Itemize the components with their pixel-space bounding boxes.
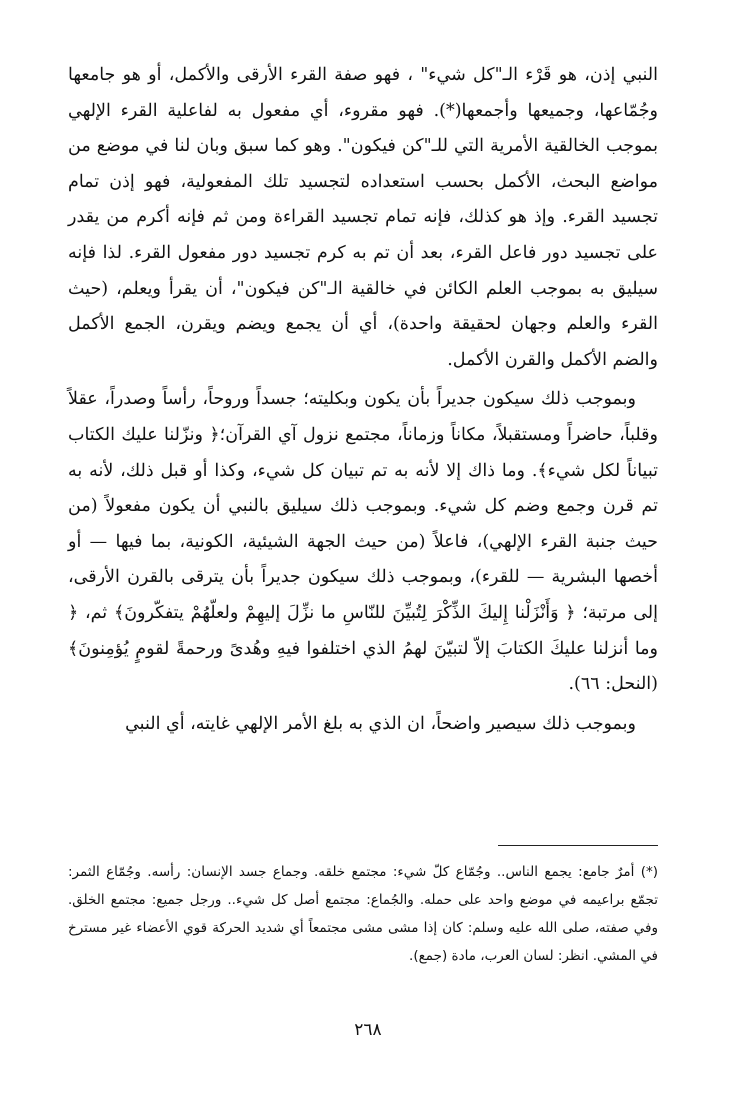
- footnote-text: (*) أمرٌ جامع: يجمع الناس.. وجُمّاع كلّ شيء: مجتمع خلقه. وجماع جسد الإنسان: رأسه. وجُمّاع الثمر: تجمّع براعيمه في موضع واحد على حمله. والجُماع: مجتمع أصل كل شيء.. ورجل جميع: مجتمع الخلق. وفي صفته، صلى الله عليه وسلم: كان إذا مشى مشى مجتمعاً أي شديد الحركة قوي الأعضاء غير مسترخ في المشي. انظر: لسان العرب، مادة (جمع).: [68, 864, 658, 964]
- page-body: [68, 58, 658, 742]
- main-text: [68, 58, 658, 742]
- paragraph-2: وبموجب ذلك سيكون جديراً بأن يكون وبكليته؛ جسداً وروحاً، رأساً وصدراً، عقلاً وقلباً، حاضراً ومستقبلاً، مكاناً وزماناً، مجتمع نزول آي القرآن؛﴿ ونزّلنا عليك الكتاب تبياناً لكل شيء﴾. وما ذاك إلا لأنه به تم تبيان كل شيء، وكذا أو قبل ذلك، لأنه به تم قرن وجمع وضم كل شيء. وبموجب ذلك سيليق بالنبي أن يكون مفعولاً (من حيث جنبة القرء الإلهي)، فاعلاً (من حيث الجهة الشيئية، الكونية، بما فيها — أو أخصها البشرية — للقرء)، وبموجب ذلك سيكون جديراً بأن يترقى بالقرن الأرقى، إلى مرتبة؛ ﴿ وَأَنْزَلْنا إِليكَ الذِّكْرَ لِتُبيِّنَ للنّاسِ ما نزِّلَ إليهِمْ ولعلّهُمْ يتفكّرونَ﴾ ثم، ﴿ وما أنزلنا عليكَ الكتابَ إلاّ لتبيّنَ لهمُ الذي اختلفوا فيهِ وهُدىً ورحمةً لقومٍ يُؤمِنونَ﴾ (النحل: ٦٦).: [68, 389, 658, 695]
- footnote: [68, 858, 658, 970]
- paragraph-1: النبي إذن، هو قَرْء الـ"كل شيء" ، فهو صفة القرء الأرقى والأكمل، أو هو جامعها وجُمّاعها، وجميعها وأجمعها(*). فهو مقروء، أي مفعول به لفاعلية القرء الإلهي بموجب الخالقية الأمرية التي للـ"كن فيكون". وهو كما سبق وبان لنا في موضع من مواضع البحث، الأكمل بحسب استعداده لتجسيد تلك المفعولية، فهو إذن تمام تجسيد القرء. وإذ هو كذلك، فإنه تمام تجسيد القراءة ومن ثم فإنه أكرم من يقدر على تجسيد دور فاعل القرء، بعد أن تم به كرم تجسيد دور مفعول القرء. لذا فإنه سيليق به بموجب العلم الكائن في خالقية الـ"كن فيكون"، أن يقرأ ويعلم، (حيث القرء والعلم وجهان لحقيقة واحدة)، أي أن يجمع ويضم ويقرن، الجمع الأكمل والضم الأكمل والقرن الأكمل.: [68, 65, 658, 370]
- paragraph-3: وبموجب ذلك سيصير واضحاً، ان الذي به بلغ الأمر الإلهي غايته، أي النبي: [125, 713, 636, 734]
- page-number: ٢٦٨: [354, 1020, 382, 1040]
- footnote-separator: [498, 845, 658, 846]
